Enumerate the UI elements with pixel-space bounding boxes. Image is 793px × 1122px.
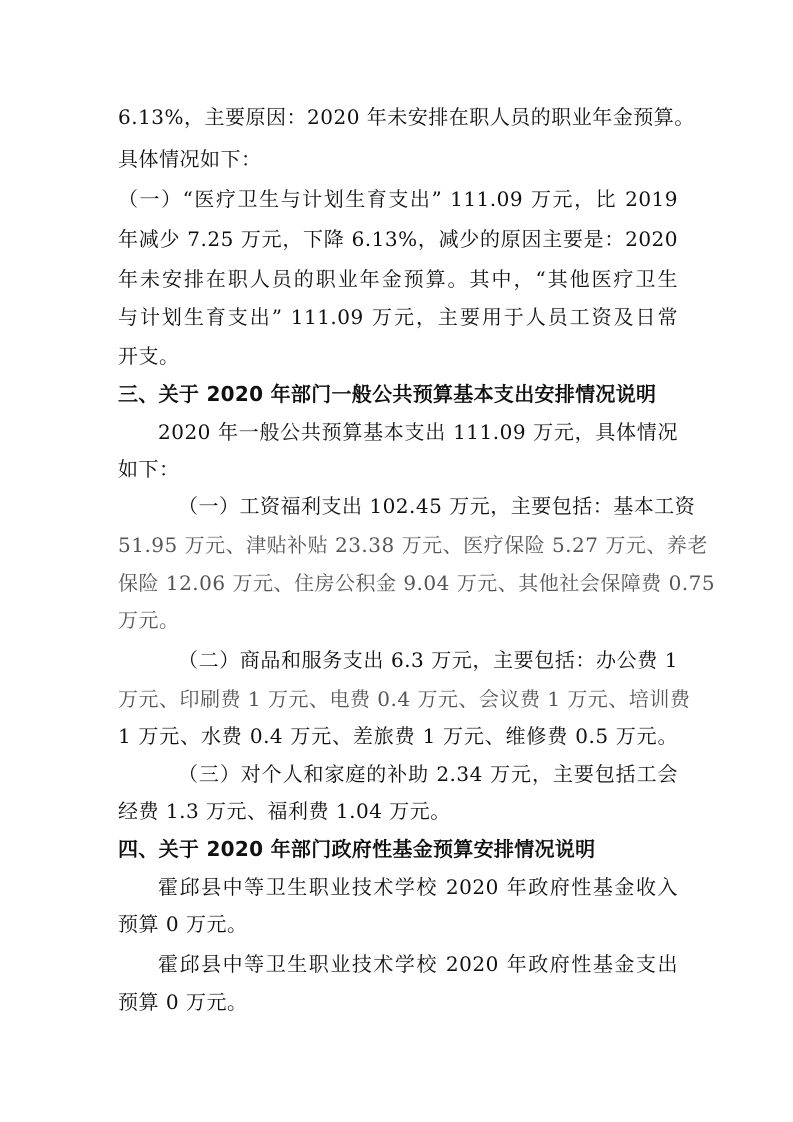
body-text-line: 万元、印刷费 1 万元、电费 0.4 万元、会议费 1 万元、培训费 <box>118 687 691 711</box>
body-text-line: （一）工资福利支出 102.45 万元，主要包括：基本工资 <box>178 494 696 518</box>
body-text-line: 2020 年一般公共预算基本支出 111.09 万元，具体情况 <box>158 420 678 444</box>
body-text-line: （一）“医疗卫生与计划生育支出” 111.09 万元，比 2019 <box>118 187 678 211</box>
body-text-line: （三）对个人和家庭的补助 2.34 万元，主要包括工会 <box>178 762 678 786</box>
section-heading-4: 四、关于 2020 年部门政府性基金预算安排情况说明 <box>118 837 596 861</box>
body-text-line: （二）商品和服务支出 6.3 万元，主要包括：办公费 1 <box>178 648 678 672</box>
body-text-line: 经费 1.3 万元、福利费 1.04 万元。 <box>118 799 451 823</box>
body-text-line: 51.95 万元、津贴补贴 23.38 万元、医疗保险 5.27 万元、养老 <box>118 533 708 557</box>
body-text-line: 霍邱县中等卫生职业技术学校 2020 年政府性基金支出 <box>158 952 678 976</box>
section-heading-3: 三、关于 2020 年部门一般公共预算基本支出安排情况说明 <box>118 382 657 406</box>
body-text-line: 预算 0 万元。 <box>118 912 248 936</box>
body-text-line: 年减少 7.25 万元，下降 6.13%，减少的原因主要是：2020 <box>118 227 678 251</box>
body-text-line: 霍邱县中等卫生职业技术学校 2020 年政府性基金收入 <box>158 875 678 899</box>
body-text-line: 年未安排在职人员的职业年金预算。其中，“其他医疗卫生 <box>118 267 678 291</box>
body-text-line: 1 万元、水费 0.4 万元、差旅费 1 万元、维修费 0.5 万元。 <box>118 724 678 748</box>
body-text-line: 开支。 <box>118 344 180 368</box>
body-text-line: 6.13%，主要原因：2020 年未安排在职人员的职业年金预算。 <box>118 105 695 129</box>
body-text-line: 万元。 <box>118 608 180 632</box>
body-text-line: 与计划生育支出” 111.09 万元，主要用于人员工资及日常 <box>118 305 678 329</box>
body-text-line: 保险 12.06 万元、住房公积金 9.04 万元、其他社会保障费 0.75 <box>118 571 716 595</box>
body-text-line: 预算 0 万元。 <box>118 990 248 1014</box>
body-text-line: 具体情况如下： <box>118 147 262 171</box>
body-text-line: 如下： <box>118 457 180 481</box>
